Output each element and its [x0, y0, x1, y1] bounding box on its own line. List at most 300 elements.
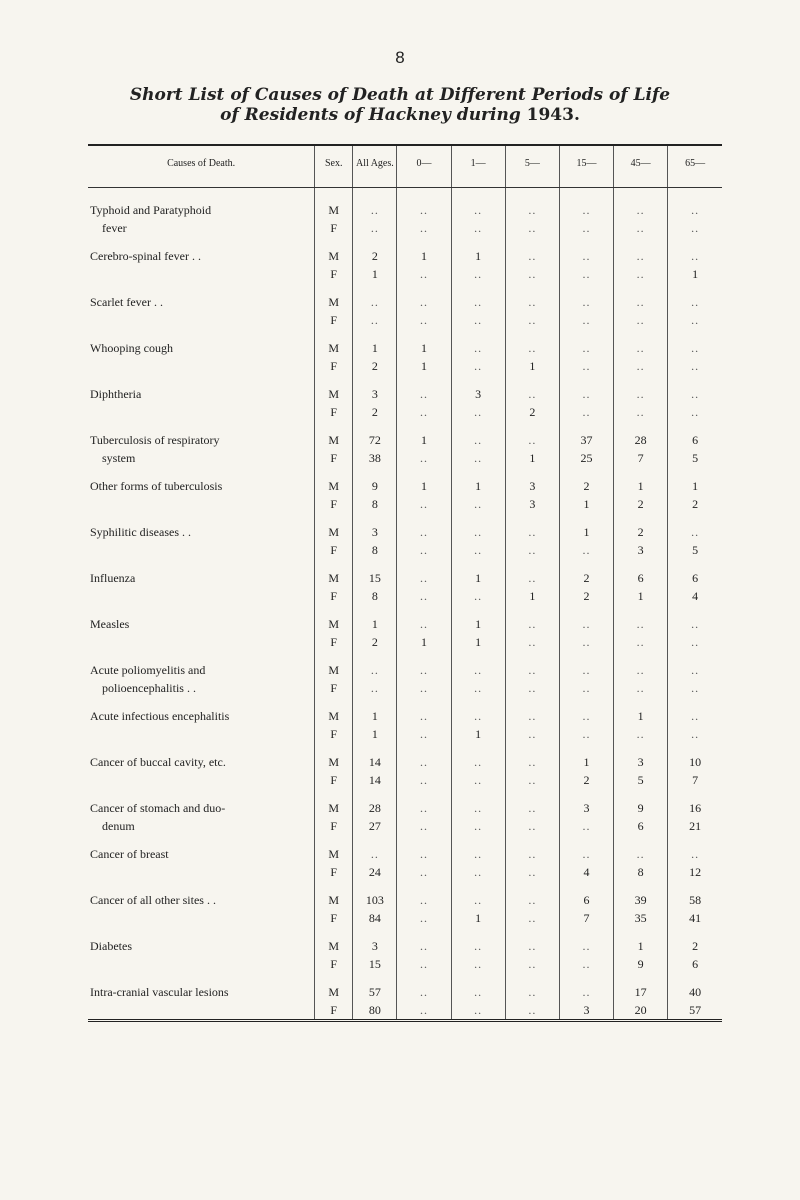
cell-sex: M [315, 569, 353, 587]
row-spacer [88, 743, 722, 753]
cell-age-0: .. [397, 679, 451, 697]
table-row [88, 339, 722, 357]
table-row [88, 891, 722, 909]
spacer-cell [559, 651, 613, 661]
header-age-5: 5— [505, 145, 559, 187]
cause-name-continued [88, 771, 315, 789]
cell-age-15: 37 [559, 431, 613, 449]
cell-age-45: .. [614, 201, 668, 219]
cause-name: Other forms of tuberculosis [90, 479, 223, 493]
spacer-cell [668, 973, 722, 983]
cell-age-65: 5 [668, 541, 722, 559]
row-spacer [88, 835, 722, 845]
cell-age-45: 2 [614, 495, 668, 513]
spacer-cell [559, 329, 613, 339]
spacer-cell [397, 559, 451, 569]
cell-age-15: .. [559, 633, 613, 651]
cell-age-15: 2 [559, 587, 613, 605]
cell-age-0: .. [397, 1001, 451, 1021]
cause-name: Diphtheria [90, 387, 142, 401]
spacer-cell [88, 237, 315, 247]
spacer-cell [614, 329, 668, 339]
spacer-cell [397, 283, 451, 293]
cell-age-1: .. [451, 983, 505, 1001]
spacer-cell [559, 237, 613, 247]
spacer-cell [451, 375, 505, 385]
spacer-cell [315, 375, 353, 385]
table-row [88, 633, 722, 651]
spacer-cell [451, 743, 505, 753]
cell-age-1: .. [451, 753, 505, 771]
row-spacer [88, 375, 722, 385]
cell-age-15: .. [559, 339, 613, 357]
spacer-cell [614, 973, 668, 983]
cell-age-15: .. [559, 937, 613, 955]
cause-name: Cancer of stomach and duo- [90, 801, 226, 815]
table-body [88, 187, 722, 1021]
cell-age-45: .. [614, 219, 668, 237]
cell-age-1: .. [451, 955, 505, 973]
spacer-cell [451, 881, 505, 891]
cause-name: Whooping cough [90, 341, 173, 355]
cell-sex: M [315, 753, 353, 771]
spacer-cell [559, 789, 613, 799]
spacer-cell [451, 237, 505, 247]
spacer-cell [559, 513, 613, 523]
spacer-cell [559, 697, 613, 707]
table-row [88, 771, 722, 789]
cell-age-0: .. [397, 265, 451, 283]
cell-age-5: .. [505, 339, 559, 357]
cell-age-15: 2 [559, 477, 613, 495]
cell-sex: M [315, 615, 353, 633]
cell-age-45: 1 [614, 937, 668, 955]
spacer-cell [614, 789, 668, 799]
spacer-cell [88, 283, 315, 293]
cell-age-1: .. [451, 311, 505, 329]
cell-all-ages: 27 [353, 817, 397, 835]
table-row [88, 569, 722, 587]
cause-name: Cancer of breast [90, 847, 169, 861]
spacer-cell [505, 513, 559, 523]
cause-name: Cancer of all other sites . . [90, 893, 216, 907]
cause-name: Influenza [90, 571, 136, 585]
cell-age-15: 2 [559, 569, 613, 587]
cell-age-45: .. [614, 339, 668, 357]
spacer-cell [88, 697, 315, 707]
cell-age-65: .. [668, 707, 722, 725]
cell-age-5: .. [505, 219, 559, 237]
cell-all-ages: .. [353, 311, 397, 329]
cell-age-1: .. [451, 219, 505, 237]
cell-all-ages: 14 [353, 771, 397, 789]
cell-all-ages: 2 [353, 403, 397, 421]
cell-all-ages: .. [353, 845, 397, 863]
table-row [88, 863, 722, 881]
cell-age-5: 3 [505, 495, 559, 513]
cell-age-0: .. [397, 817, 451, 835]
spacer-cell [614, 283, 668, 293]
cell-age-0: 1 [397, 477, 451, 495]
spacer-cell [505, 743, 559, 753]
cell-age-15: 25 [559, 449, 613, 467]
spacer-cell [315, 187, 353, 201]
cell-age-65: .. [668, 845, 722, 863]
cell-age-1: 1 [451, 909, 505, 927]
cell-age-1: .. [451, 357, 505, 375]
cell-age-15: 1 [559, 523, 613, 541]
spacer-cell [88, 743, 315, 753]
spacer-cell [668, 467, 722, 477]
cell-sex: F [315, 449, 353, 467]
cell-sex: F [315, 265, 353, 283]
table-row [88, 799, 722, 817]
spacer-cell [559, 559, 613, 569]
cell-age-1: 3 [451, 385, 505, 403]
spacer-cell [614, 467, 668, 477]
cell-age-1: 1 [451, 615, 505, 633]
cell-age-1: .. [451, 587, 505, 605]
cell-age-5: .. [505, 615, 559, 633]
table-row [88, 955, 722, 973]
cell-age-1: .. [451, 201, 505, 219]
spacer-cell [559, 187, 613, 201]
cell-age-5: .. [505, 753, 559, 771]
cell-sex: M [315, 339, 353, 357]
cell-age-15: .. [559, 219, 613, 237]
cell-age-15: 7 [559, 909, 613, 927]
cell-age-45: .. [614, 679, 668, 697]
cell-age-65: .. [668, 339, 722, 357]
cell-age-45: 6 [614, 569, 668, 587]
cell-age-5: .. [505, 799, 559, 817]
cell-age-5: .. [505, 983, 559, 1001]
table-row [88, 449, 722, 467]
cell-age-65: .. [668, 403, 722, 421]
cell-age-15: .. [559, 955, 613, 973]
cell-age-5: 1 [505, 357, 559, 375]
cell-age-0: .. [397, 201, 451, 219]
cell-age-1: .. [451, 541, 505, 559]
cell-age-15: .. [559, 707, 613, 725]
spacer-cell [668, 513, 722, 523]
cause-name-continued: denum [102, 819, 135, 833]
cell-age-45: 1 [614, 707, 668, 725]
cell-age-0: .. [397, 219, 451, 237]
spacer-cell [315, 651, 353, 661]
spacer-cell [397, 237, 451, 247]
spacer-cell [614, 375, 668, 385]
cell-age-15: .. [559, 311, 613, 329]
cell-all-ages: 15 [353, 569, 397, 587]
table-row [88, 937, 722, 955]
spacer-cell [668, 835, 722, 845]
spacer-cell [559, 927, 613, 937]
spacer-cell [668, 237, 722, 247]
cause-name-continued [88, 311, 315, 329]
table-row [88, 311, 722, 329]
cell-age-1: 1 [451, 247, 505, 265]
cell-age-45: 3 [614, 753, 668, 771]
cell-age-45: .. [614, 845, 668, 863]
spacer-cell [315, 881, 353, 891]
cell-age-45: .. [614, 357, 668, 375]
cell-age-45: 20 [614, 1001, 668, 1021]
table-row [88, 753, 722, 771]
cell-age-45: .. [614, 633, 668, 651]
cell-age-0: 1 [397, 247, 451, 265]
row-spacer [88, 651, 722, 661]
cell-age-1: 1 [451, 477, 505, 495]
spacer-cell [451, 835, 505, 845]
cell-age-45: 1 [614, 587, 668, 605]
spacer-cell [614, 835, 668, 845]
spacer-cell [88, 651, 315, 661]
cell-age-5: .. [505, 937, 559, 955]
header-age-65: 65— [668, 145, 722, 187]
spacer-cell [668, 329, 722, 339]
spacer-cell [505, 467, 559, 477]
row-spacer [88, 789, 722, 799]
spacer-cell [505, 375, 559, 385]
spacer-cell [397, 187, 451, 201]
cell-sex: F [315, 541, 353, 559]
cell-age-1: .. [451, 1001, 505, 1021]
spacer-cell [315, 283, 353, 293]
page-number: 8 [395, 48, 405, 67]
spacer-cell [451, 421, 505, 431]
cell-age-15: .. [559, 247, 613, 265]
cell-age-5: .. [505, 679, 559, 697]
cell-age-45: .. [614, 247, 668, 265]
spacer-cell [668, 697, 722, 707]
cause-name-continued [88, 541, 315, 559]
cell-age-0: .. [397, 891, 451, 909]
spacer-cell [668, 881, 722, 891]
cell-age-65: 58 [668, 891, 722, 909]
spacer-cell [505, 973, 559, 983]
cell-sex: F [315, 357, 353, 375]
table-row [88, 265, 722, 283]
cause-name: Syphilitic diseases . . [90, 525, 191, 539]
spacer-cell [315, 559, 353, 569]
cell-age-1: .. [451, 661, 505, 679]
cause-name-continued: polioencephalitis . . [102, 681, 196, 695]
table-row [88, 909, 722, 927]
cell-age-1: .. [451, 495, 505, 513]
cell-age-45: .. [614, 265, 668, 283]
spacer-cell [559, 835, 613, 845]
table-row [88, 817, 722, 835]
spacer-cell [397, 651, 451, 661]
spacer-cell [505, 605, 559, 615]
cell-age-15: 3 [559, 799, 613, 817]
spacer-cell [88, 835, 315, 845]
cell-age-1: .. [451, 339, 505, 357]
spacer-cell [353, 421, 397, 431]
spacer-cell [315, 789, 353, 799]
spacer-cell [451, 789, 505, 799]
table-row [88, 403, 722, 421]
cell-all-ages: 24 [353, 863, 397, 881]
spacer-cell [397, 375, 451, 385]
spacer-cell [559, 973, 613, 983]
spacer-cell [88, 789, 315, 799]
spacer-cell [559, 421, 613, 431]
spacer-cell [614, 187, 668, 201]
title-line-1: Short List of Causes of Death at Different Periods of Life [129, 85, 671, 105]
cell-age-5: .. [505, 293, 559, 311]
spacer-cell [88, 187, 315, 201]
spacer-cell [559, 375, 613, 385]
cell-age-5: .. [505, 891, 559, 909]
cell-age-65: 12 [668, 863, 722, 881]
cell-all-ages: 2 [353, 633, 397, 651]
row-spacer [88, 513, 722, 523]
cell-age-15: .. [559, 615, 613, 633]
cell-sex: M [315, 707, 353, 725]
cell-age-0: .. [397, 955, 451, 973]
row-spacer [88, 421, 722, 431]
cell-all-ages: 28 [353, 799, 397, 817]
cell-all-ages: 9 [353, 477, 397, 495]
header-age-45: 45— [614, 145, 668, 187]
cell-sex: M [315, 385, 353, 403]
spacer-cell [88, 559, 315, 569]
spacer-cell [397, 789, 451, 799]
spacer-cell [353, 329, 397, 339]
cell-age-1: .. [451, 707, 505, 725]
spacer-cell [353, 375, 397, 385]
cell-sex: M [315, 523, 353, 541]
spacer-cell [614, 421, 668, 431]
cell-age-0: .. [397, 799, 451, 817]
cell-age-65: .. [668, 293, 722, 311]
cell-sex: F [315, 679, 353, 697]
cell-age-65: 6 [668, 955, 722, 973]
spacer-cell [397, 835, 451, 845]
causes-of-death-table [88, 144, 722, 1022]
cell-age-5: .. [505, 955, 559, 973]
cell-all-ages: 1 [353, 615, 397, 633]
spacer-cell [451, 697, 505, 707]
table-row [88, 201, 722, 219]
cell-age-1: .. [451, 265, 505, 283]
cell-age-0: .. [397, 661, 451, 679]
cause-name-continued [88, 403, 315, 421]
cell-age-5: .. [505, 633, 559, 651]
cell-age-65: 1 [668, 265, 722, 283]
spacer-cell [353, 651, 397, 661]
cell-sex: M [315, 937, 353, 955]
cell-all-ages: 1 [353, 265, 397, 283]
cell-age-15: 4 [559, 863, 613, 881]
cause-name-continued [88, 265, 315, 283]
spacer-cell [614, 881, 668, 891]
row-spacer [88, 605, 722, 615]
cell-age-65: 21 [668, 817, 722, 835]
spacer-cell [397, 743, 451, 753]
cell-sex: F [315, 909, 353, 927]
cell-age-1: .. [451, 293, 505, 311]
header-age-15: 15— [559, 145, 613, 187]
spacer-cell [315, 697, 353, 707]
cell-all-ages: .. [353, 679, 397, 697]
table-row [88, 431, 722, 449]
cause-name: Tuberculosis of respiratory [90, 433, 220, 447]
cell-all-ages: 72 [353, 431, 397, 449]
spacer-cell [353, 605, 397, 615]
table-header-row [88, 145, 722, 187]
cause-name: Typhoid and Paratyphoid [90, 203, 212, 217]
table-row [88, 1001, 722, 1021]
cell-age-5: .. [505, 265, 559, 283]
cell-sex: M [315, 247, 353, 265]
title-line-2 [0, 105, 800, 125]
cause-name-continued [88, 863, 315, 881]
cell-age-65: 40 [668, 983, 722, 1001]
cell-age-65: 2 [668, 937, 722, 955]
cell-age-65: .. [668, 661, 722, 679]
cell-age-45: 9 [614, 799, 668, 817]
spacer-cell [505, 329, 559, 339]
cell-age-0: .. [397, 293, 451, 311]
cell-age-0: .. [397, 449, 451, 467]
spacer-cell [451, 283, 505, 293]
cell-age-0: 1 [397, 357, 451, 375]
cell-age-5: .. [505, 247, 559, 265]
header-sex: Sex. [315, 145, 353, 187]
spacer-cell [505, 283, 559, 293]
spacer-cell [353, 835, 397, 845]
table-row [88, 679, 722, 697]
spacer-cell [353, 881, 397, 891]
cell-age-45: .. [614, 311, 668, 329]
spacer-cell [614, 743, 668, 753]
cell-sex: F [315, 771, 353, 789]
cell-age-5: .. [505, 569, 559, 587]
cell-age-5: .. [505, 771, 559, 789]
cell-all-ages: 80 [353, 1001, 397, 1021]
spacer-cell [505, 187, 559, 201]
row-spacer [88, 559, 722, 569]
cell-age-65: .. [668, 219, 722, 237]
cell-sex: F [315, 1001, 353, 1021]
cell-all-ages: .. [353, 293, 397, 311]
cell-all-ages: 2 [353, 247, 397, 265]
row-spacer [88, 973, 722, 983]
row-spacer [88, 697, 722, 707]
cell-sex: M [315, 477, 353, 495]
cell-age-65: 6 [668, 569, 722, 587]
cause-name-continued [88, 1001, 315, 1021]
cause-name: Scarlet fever . . [90, 295, 163, 309]
cell-age-1: .. [451, 771, 505, 789]
spacer-cell [315, 743, 353, 753]
spacer-cell [559, 283, 613, 293]
spacer-cell [451, 187, 505, 201]
table-row [88, 385, 722, 403]
spacer-cell [315, 927, 353, 937]
cell-age-15: .. [559, 725, 613, 743]
spacer-cell [451, 927, 505, 937]
cell-age-15: .. [559, 679, 613, 697]
spacer-cell [451, 467, 505, 477]
spacer-cell [353, 237, 397, 247]
cell-age-1: .. [451, 817, 505, 835]
cause-name-continued [88, 955, 315, 973]
cell-age-0: .. [397, 845, 451, 863]
